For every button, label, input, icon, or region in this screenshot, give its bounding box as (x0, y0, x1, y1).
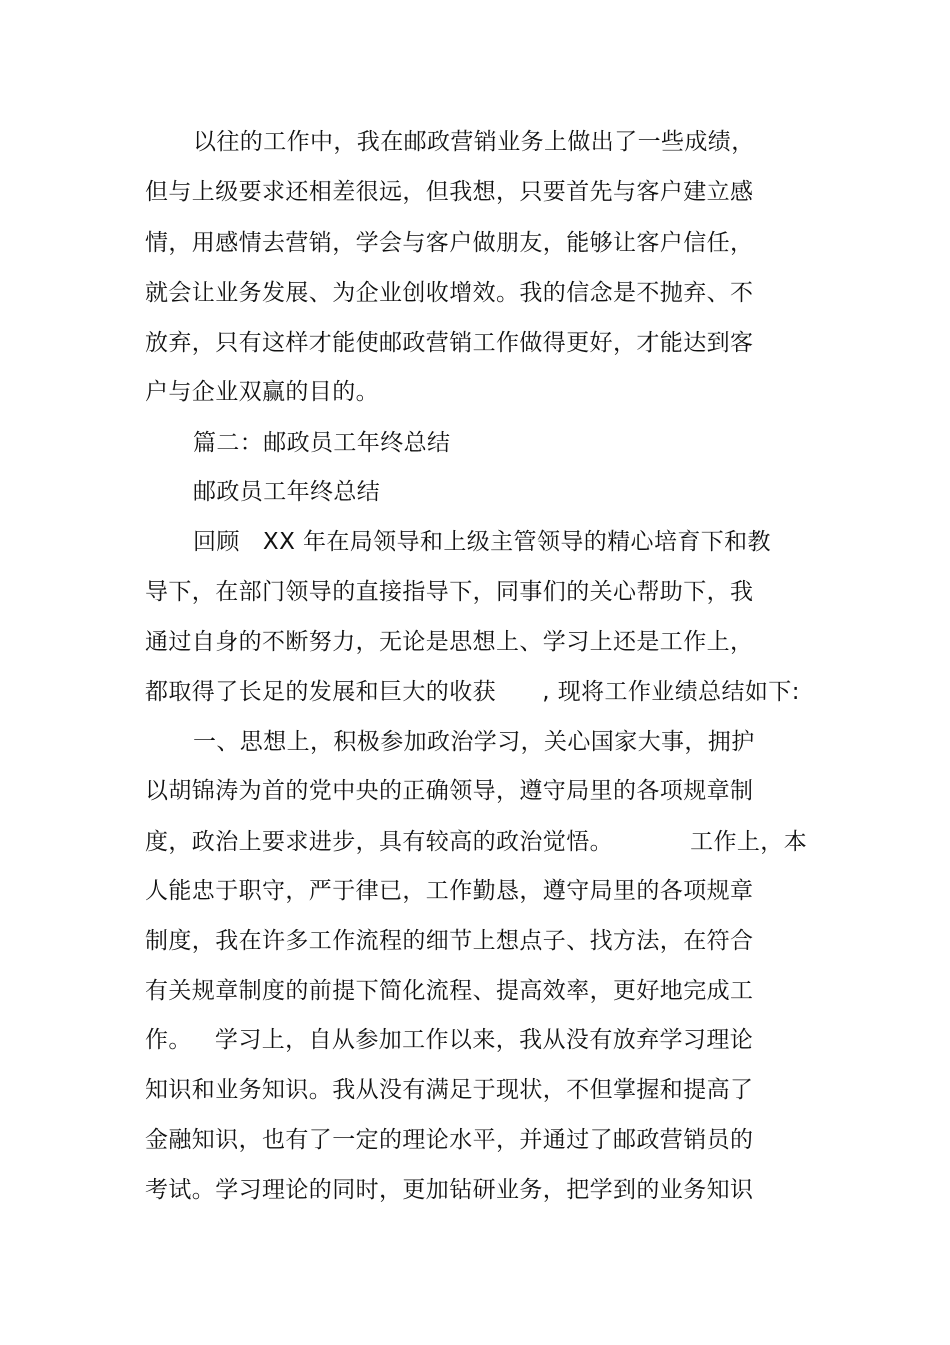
text-line: 金融知识，也有了一定的理论水平，并通过了邮政营销员的 (145, 1127, 754, 1153)
text-line: 以往的工作中，我在邮政营销业务上做出了一些成绩， (193, 129, 755, 155)
text-line: 通过自身的不断努力，无论是思想上、学习上还是工作上， (145, 629, 754, 655)
text-line: 以胡锦涛为首的党中央的正确领导，遵守局里的各项规章制 (145, 778, 754, 804)
text-line: 都取得了长足的发展和巨大的收获 , 现将工作业绩总结如下: (145, 679, 800, 705)
text-line: 但与上级要求还相差很远，但我想，只要首先与客户建立感 (145, 179, 754, 205)
document-title: 邮政员工年终总结 (193, 479, 381, 505)
text-line: 户与企业双赢的目的。 (145, 379, 379, 405)
text-line: 人能忠于职守，严于律已，工作勤恳，遵守局里的各项规章 (145, 878, 754, 904)
text-line: 考试。学习理论的同时，更加钻研业务，把学到的业务知识 (145, 1177, 754, 1203)
text-line: 制度，我在许多工作流程的细节上想点子、找方法，在符合 (145, 928, 754, 954)
text-line: 回顾 XX 年在局领导和上级主管领导的精心培育下和教 (193, 529, 771, 555)
text-line: 就会让业务发展、为企业创收增效。我的信念是不抛弃、不 (145, 280, 754, 306)
text-line: 放弃，只有这样才能使邮政营销工作做得更好，才能达到客 (145, 330, 754, 356)
text-line: 知识和业务知识。我从没有满足于现状，不但掌握和提高了 (145, 1077, 754, 1103)
text-line: 一、思想上，积极参加政治学习，关心国家大事，拥护 (193, 729, 755, 755)
text-line: 导下，在部门领导的直接指导下，同事们的关心帮助下，我 (145, 579, 754, 605)
text-line: 有关规章制度的前提下简化流程、提高效率，更好地完成工 (145, 978, 754, 1004)
text-line: 度，政治上要求进步，具有较高的政治觉悟。 工作上，本 (145, 829, 808, 855)
text-line: 作。 学习上，自从参加工作以来，我从没有放弃学习理论 (145, 1027, 754, 1053)
text-line: 情，用感情去营销，学会与客户做朋友，能够让客户信任， (145, 230, 754, 256)
section-heading: 篇二：邮政员工年终总结 (193, 430, 451, 456)
